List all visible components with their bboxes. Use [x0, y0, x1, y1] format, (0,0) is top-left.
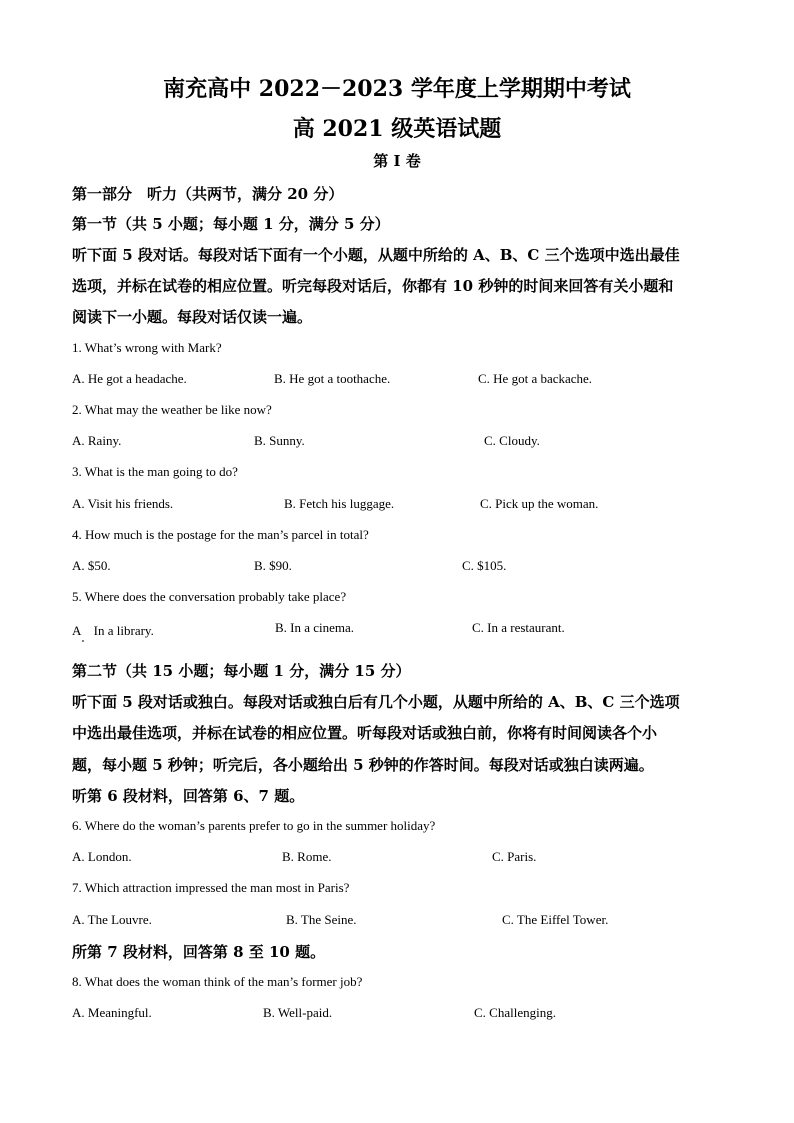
- question-stem: 1. What’s wrong with Mark?: [72, 340, 222, 355]
- option-a: A. Rainy.: [72, 433, 122, 448]
- option-c: C. In a restaurant.: [472, 620, 565, 635]
- exam-subtitle: 高 2021 级英语试题: [292, 116, 502, 142]
- question-stem: 7. Which attraction impressed the man most in Paris?: [72, 880, 350, 895]
- section2-instruction-line: 题，每小题 5 秒钟；听完后，各小题给出 5 秒钟的作答时间。每段对话或独白读两遍。: [72, 756, 654, 774]
- part1-heading: 第一部分 听力（共两节，满分 20 分）: [72, 185, 344, 203]
- question-stem: 4. How much is the postage for the man’s parcel in total?: [72, 527, 369, 542]
- option-a: A. The Louvre.: [72, 912, 152, 927]
- section2-heading: 第二节（共 15 小题；每小题 1 分，满分 15 分）: [72, 662, 411, 680]
- section1-heading: 第一节（共 5 小题；每小题 1 分，满分 5 分）: [72, 215, 390, 233]
- option-c: C. He got a backache.: [478, 371, 593, 386]
- exam-title: 南充高中 2022－2023 学年度上学期期中考试: [163, 76, 631, 102]
- option-b: B. Rome.: [282, 849, 332, 864]
- option-a: A. $50.: [72, 558, 111, 573]
- material-7-heading: 所第 7 段材料，回答第 8 至 10 题。: [72, 943, 326, 961]
- section1-instruction-line: 听下面 5 段对话。每段对话下面有一个小题，从题中所给的 A、B、C 三个选项中选出最佳: [72, 246, 680, 264]
- option-c: C. Paris.: [492, 849, 537, 864]
- question-stem: 6. Where do the woman’s parents prefer to go in the summer holiday?: [72, 818, 436, 833]
- section2-instruction-line: 听下面 5 段对话或独白。每段对话或独白后有几个小题，从题中所给的 A、B、C 三个选项: [72, 693, 680, 711]
- option-a: A. He got a headache.: [72, 371, 187, 386]
- option-a: A. Visit his friends.: [72, 496, 174, 511]
- option-c: C. $105.: [462, 558, 507, 573]
- volume-label: 第 I 卷: [373, 152, 421, 170]
- option-c: C. The Eiffel Tower.: [502, 912, 609, 927]
- option-a: A. London.: [72, 849, 132, 864]
- option-c: C. Cloudy.: [484, 433, 540, 448]
- option-b: B. Fetch his luggage.: [284, 496, 395, 511]
- section1-instruction-line: 选项，并标在试卷的相应位置。听完每段对话后，你都有 10 秒钟的时间来回答有关小题和: [72, 277, 674, 295]
- material-6-heading: 听第 6 段材料，回答第 6、7 题。: [72, 787, 305, 805]
- option-b: B. Sunny.: [254, 433, 305, 448]
- question-stem: 5. Where does the conversation probably take place?: [72, 589, 347, 604]
- option-b: B. In a cinema.: [275, 620, 355, 635]
- question-stem: 3. What is the man going to do?: [72, 464, 238, 479]
- option-a: A In a library.: [72, 623, 154, 638]
- option-b: B. He got a toothache.: [274, 371, 391, 386]
- question-stem: 8. What does the woman think of the man’s former job?: [72, 974, 363, 989]
- option-a: A. Meaningful.: [72, 1005, 152, 1020]
- stray-mark: [82, 640, 84, 642]
- option-b: B. $90.: [254, 558, 292, 573]
- section1-instruction-line: 阅读下一小题。每段对话仅读一遍。: [72, 308, 313, 326]
- option-c: C. Challenging.: [474, 1005, 556, 1020]
- question-stem: 2. What may the weather be like now?: [72, 402, 272, 417]
- option-b: B. The Seine.: [286, 912, 357, 927]
- option-b: B. Well-paid.: [263, 1005, 333, 1020]
- option-c: C. Pick up the woman.: [480, 496, 599, 511]
- section2-instruction-line: 中选出最佳选项，并标在试卷的相应位置。听每段对话或独白前，你将有时间阅读各个小: [72, 724, 658, 742]
